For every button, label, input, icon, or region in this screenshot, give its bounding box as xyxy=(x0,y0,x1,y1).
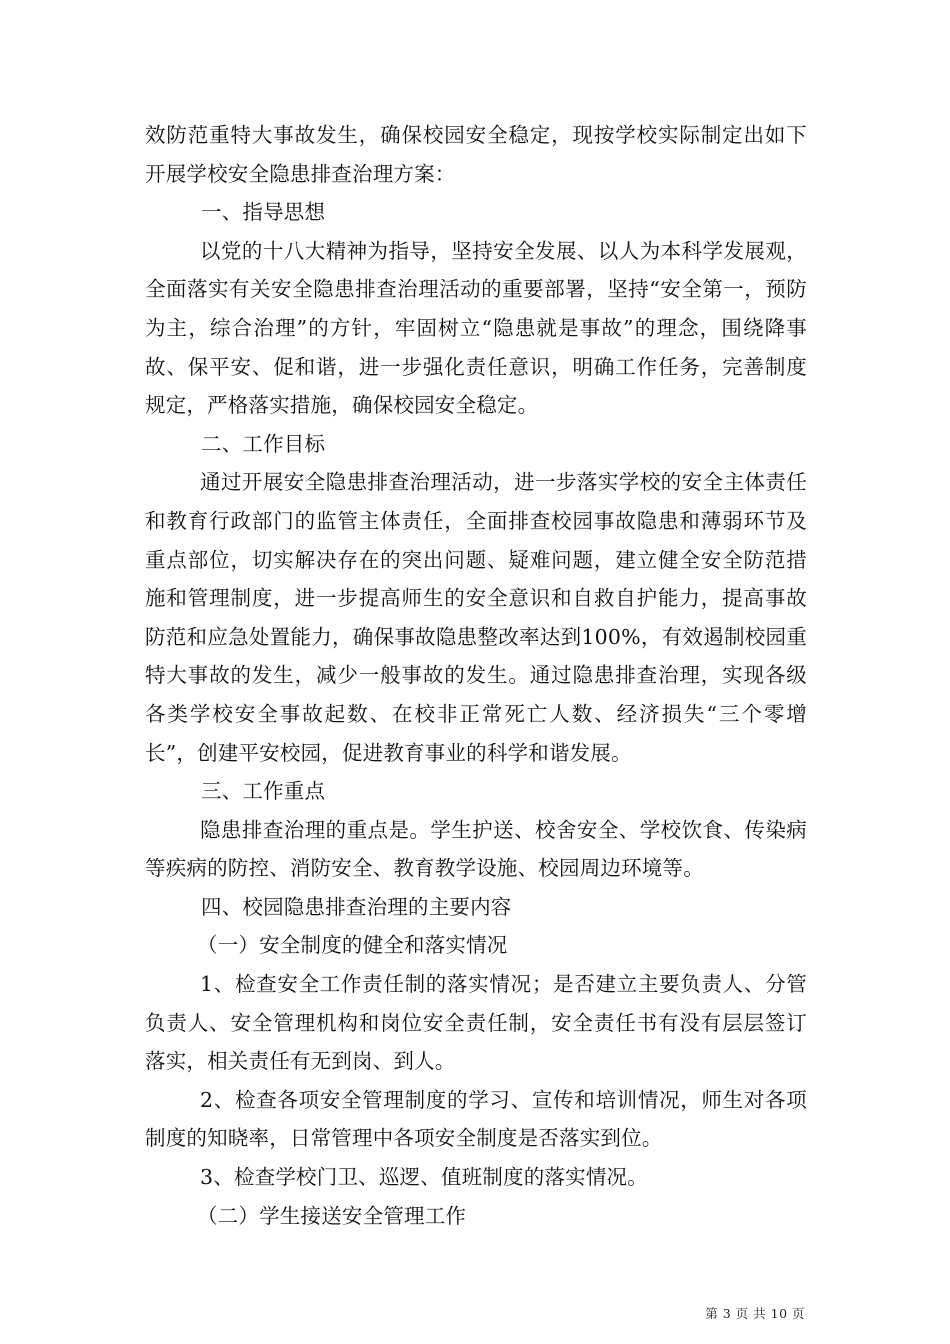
list-item-responsibility-check: 1、检查安全工作责任制的落实情况；是否建立主要负责人、分管负责人、安全管理机构和岗位安全责任制，安全责任书有没有层层签订落实，相关责任有无到岗、到人。 xyxy=(145,972,807,1074)
paragraph-work-focus: 隐患排查治理的重点是。学生护送、校舍安全、学校饮食、传染病等疾病的防控、消防安全、教育教学设施、校园周边环境等。 xyxy=(145,817,807,881)
list-item-system-training-check: 2、检查各项安全管理制度的学习、宣传和培训情况，师生对各项制度的知晓率，日常管理中各项安全制度是否落实到位。 xyxy=(145,1087,807,1151)
list-item-guard-patrol-check: 3、检查学校门卫、巡逻、值班制度的落实情况。 xyxy=(200,1165,648,1190)
heading-main-content: 四、校园隐患排查治理的主要内容 xyxy=(201,894,512,919)
heading-work-focus: 三、工作重点 xyxy=(201,779,326,804)
page-number-footer: 第 3 页 共 10 页 xyxy=(705,1306,805,1321)
heading-work-goals: 二、工作目标 xyxy=(201,431,326,456)
paragraph-intro-continuation: 效防范重特大事故发生，确保校园安全稳定，现按学校实际制定出如下开展学校安全隐患排查治理方案： xyxy=(145,123,807,186)
heading-guiding-ideology: 一、指导思想 xyxy=(201,200,326,225)
paragraph-guiding-ideology: 以党的十八大精神为指导，坚持安全发展、以人为本科学发展观，全面落实有关安全隐患排查治理活动的重要部署，坚持“安全第一，预防为主，综合治理”的方针，牢固树立“隐患就是事故”的理念，围绕降事故、保平安、促和谐，进一步强化责任意识，明确工作任务，完善制度规定，严格落实措施，确保校园安全稳定。 xyxy=(145,238,807,418)
paragraph-work-goals: 通过开展安全隐患排查治理活动，进一步落实学校的安全主体责任和教育行政部门的监管主体责任，全面排查校园事故隐患和薄弱环节及重点部位，切实解决存在的突出问题、疑难问题，建立健全安全防范措施和管理制度，进一步提高师生的安全意识和自救自护能力，提高事故防范和应急处置能力，确保事故隐患整改率达到100%，有效遏制校园重特大事故的发生，减少一般事故的发生。通过隐患排查治理，实现各级各类学校安全事故起数、在校非正常死亡人数、经济损失“三个零增长”，创建平安校园，促进教育事业的科学和谐发展。 xyxy=(145,470,807,765)
document-body xyxy=(145,116,807,1235)
subheading-student-pickup: （二）学生接送安全管理工作 xyxy=(197,1203,467,1228)
subheading-safety-system: （一）安全制度的健全和落实情况 xyxy=(197,933,508,958)
